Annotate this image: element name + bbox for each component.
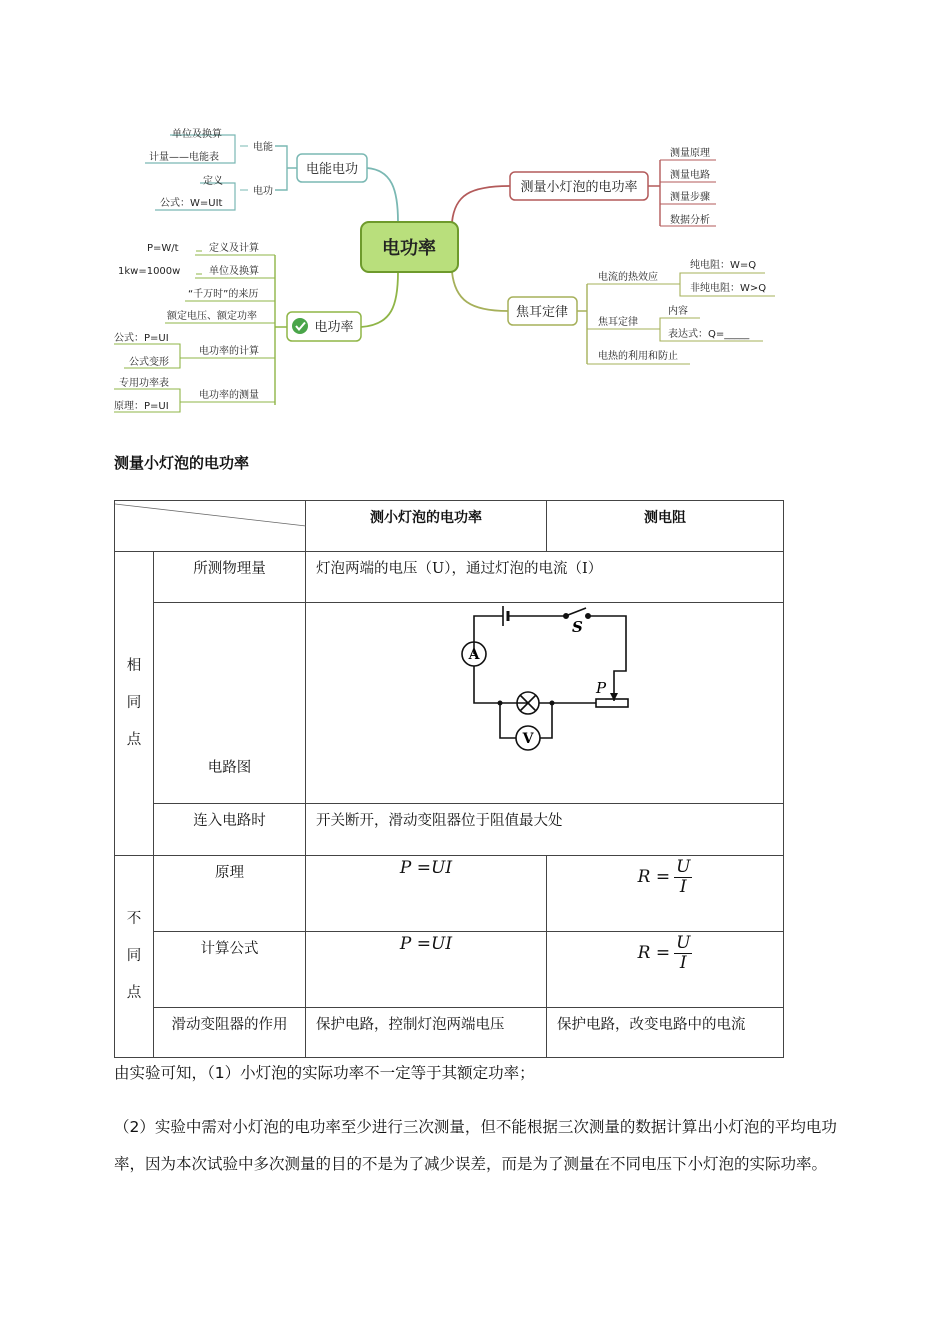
- power-item-pwt: P=W/t: [147, 243, 179, 254]
- calc-resistance-formula: R = $\frac{U}{I}$: [547, 932, 784, 1008]
- slider-label: P: [596, 679, 607, 697]
- joule-law-group: 焦耳定律: [598, 317, 638, 328]
- measure-item-principle: 原理：P=UI: [114, 401, 169, 412]
- bulb-item-steps: 测量步骤: [670, 192, 710, 203]
- bulb-item-principle: 测量原理: [670, 148, 710, 159]
- circuit-label: 电路图: [154, 603, 306, 804]
- joule-use-item: 电热的利用和防止: [598, 351, 678, 362]
- bulb-item-analysis: 数据分析: [670, 215, 710, 226]
- header-resistance: 测电阻: [547, 501, 784, 552]
- ammeter-label: A: [468, 647, 480, 663]
- bulb-item-circuit: 测量电路: [670, 170, 710, 181]
- energy-branch-label: 电能电功: [305, 162, 359, 177]
- switch-label: S: [572, 618, 583, 636]
- mind-map: [0, 0, 950, 420]
- diagonal-line: [115, 501, 306, 552]
- joule-thermal-group: 电流的热效应: [598, 272, 658, 283]
- power-item-rated: 额定电压、额定功率: [167, 311, 257, 322]
- thermal-item-nonpure: 非纯电阻：W>Q: [690, 283, 767, 294]
- work-item-formula: 公式：W=UIt: [160, 198, 223, 209]
- circuit-diagram-cell: [306, 603, 784, 804]
- voltmeter-label: V: [522, 731, 534, 747]
- energy-item-meter: 计量——电能表: [149, 152, 219, 163]
- connect-value: 开关断开，滑动变阻器位于阻值最大处: [306, 804, 784, 856]
- connect-label: 连入电路时: [154, 804, 306, 856]
- formula-label: 计算公式: [154, 932, 306, 1008]
- joule-branch-label: 焦耳定律: [515, 305, 569, 320]
- principle-power-formula: P =UI: [306, 856, 547, 932]
- quantity-label: 所测物理量: [154, 552, 306, 603]
- calc-item-transform: 公式变形: [129, 357, 169, 368]
- thermal-item-pure: 纯电阻：W=Q: [690, 260, 757, 271]
- power-item-history: “千万时”的来历: [188, 289, 259, 300]
- rheostat-label: 滑动变阻器的作用: [154, 1008, 306, 1058]
- rheostat-power: 保护电路，控制灯泡两端电压: [306, 1008, 547, 1058]
- center-node-label: 电功率: [382, 238, 436, 259]
- calc-item-formula: 公式：P=UI: [114, 333, 169, 344]
- power-item-definition: 定义及计算: [209, 243, 259, 254]
- connector-bulb: [452, 186, 510, 222]
- conclusion-2: （2）实验中需对小灯泡的电功率至少进行三次测量，但不能根据三次测量的数据计算出小灯泡的平均电功率，因为本次试验中多次测量的目的不是为了减少误差，而是为了测量在不同电压下小灯泡的实际功率。: [114, 1118, 837, 1173]
- law-item-expression: 表达式：Q=_____: [668, 329, 750, 340]
- connector-energy: [367, 168, 398, 222]
- rheostat-resistance: 保护电路，改变电路中的电流: [547, 1008, 784, 1058]
- work-group-label: 电功: [253, 186, 273, 197]
- comparison-table: [114, 500, 784, 1058]
- power-branch-label: 电功率: [314, 320, 354, 335]
- law-item-content: 内容: [668, 306, 688, 317]
- power-measure-group: 电功率的测量: [199, 390, 259, 401]
- power-calc-group: 电功率的计算: [199, 346, 259, 357]
- quantity-value: 灯泡两端的电压（U），通过灯泡的电流（I）: [306, 552, 784, 603]
- connector-joule: [452, 272, 508, 311]
- diagonal-header-cell: [115, 501, 306, 552]
- power-item-kw: 1kw=1000w: [118, 266, 181, 277]
- header-power: 测小灯泡的电功率: [306, 501, 547, 552]
- bulb-branch-label: 测量小灯泡的电功率: [520, 180, 638, 195]
- same-group-cell: 相 同 点: [115, 552, 154, 856]
- check-icon: [292, 318, 308, 334]
- energy-item-unit: 单位及换算: [172, 129, 222, 140]
- calc-power-formula: P =UI: [306, 932, 547, 1008]
- principle-resistance-formula: R = $\frac{U}{I}$: [547, 856, 784, 932]
- principle-label: 原理: [154, 856, 306, 932]
- work-item-definition: 定义: [203, 176, 223, 187]
- conclusion-1: 由实验可知，（1）小灯泡的实际功率不一定等于其额定功率；: [114, 1064, 535, 1082]
- diff-group-cell: 不 同 点: [115, 856, 154, 1058]
- connector-power: [361, 272, 398, 327]
- measure-item-meter: 专用功率表: [119, 378, 169, 389]
- energy-group-label: 电能: [253, 142, 273, 153]
- power-item-unit: 单位及换算: [209, 266, 259, 277]
- section-title: 测量小灯泡的电功率: [114, 454, 250, 472]
- circuit-diagram: [306, 603, 784, 804]
